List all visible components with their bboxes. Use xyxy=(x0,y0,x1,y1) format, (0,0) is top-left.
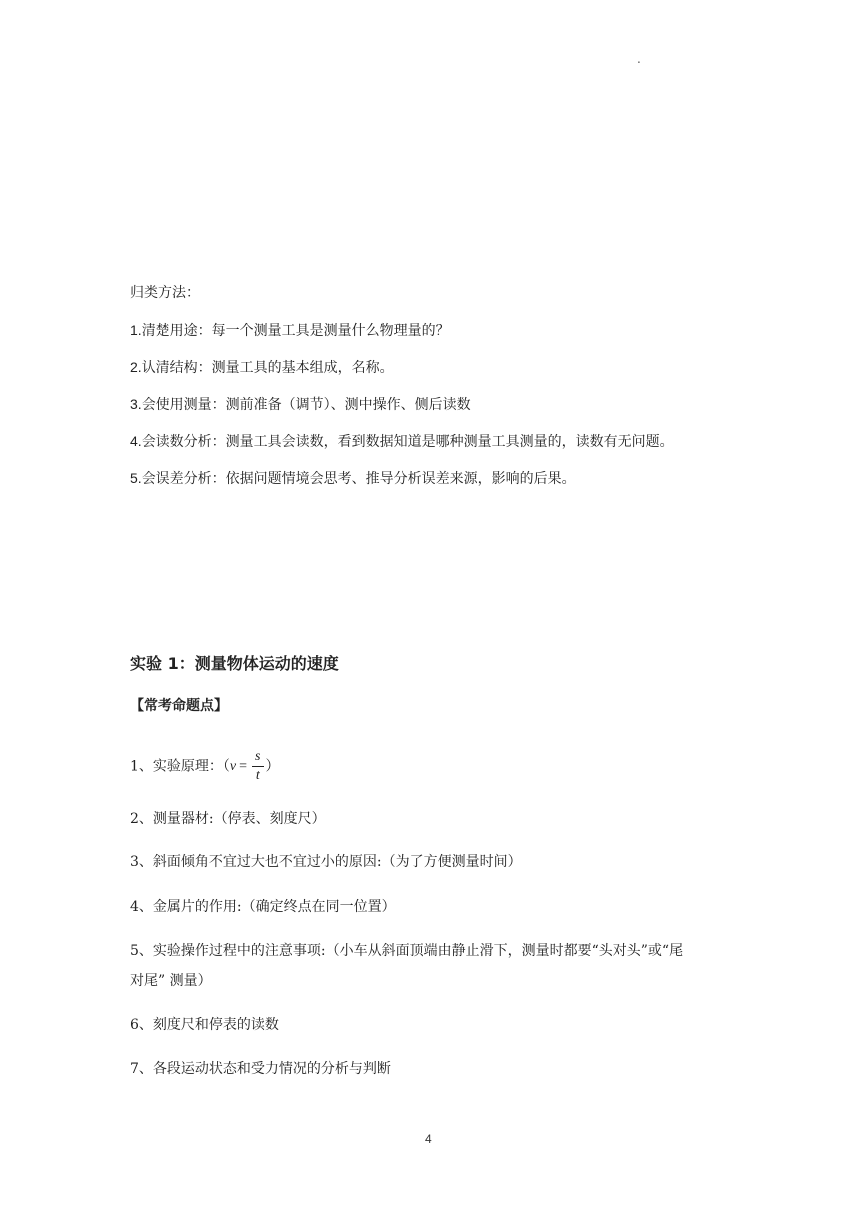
exp-item-5-line-2: 对尾” 测量） xyxy=(130,973,212,989)
page-number: 4 xyxy=(425,1132,432,1146)
velocity-formula xyxy=(230,748,266,785)
method-item-text: 会使用测量：测前准备（调节）、测中操作、侧后读数 xyxy=(141,397,471,413)
method-item-number: 4. xyxy=(130,433,142,449)
header-mark: . xyxy=(637,52,641,66)
formula-numerator: s xyxy=(252,748,263,767)
method-item-2 xyxy=(130,357,394,378)
exp-item-1 xyxy=(130,748,280,785)
formula-fraction xyxy=(252,748,263,785)
method-item-5 xyxy=(130,468,576,489)
principle-label: 1、实验原理：（ xyxy=(130,758,230,775)
method-item-number: 1. xyxy=(130,322,142,338)
method-item-text: 认清结构：测量工具的基本组成，名称。 xyxy=(141,360,394,376)
method-item-4 xyxy=(130,431,674,452)
experiment-title: 实验 1：测量物体运动的速度 xyxy=(130,654,339,673)
method-item-text: 会读数分析：测量工具会读数，看到数据知道是哪种测量工具测量的，读数有无问题。 xyxy=(141,434,674,450)
formula-equals: = xyxy=(239,758,248,774)
exp-item-3: 3、斜面倾角不宜过大也不宜过小的原因:（为了方便测量时间） xyxy=(130,854,522,870)
exp-item-7: 7、各段运动状态和受力情况的分析与判断 xyxy=(130,1061,391,1077)
principle-close: ） xyxy=(265,758,280,775)
exp-item-2: 2、测量器材:（停表、刻度尺） xyxy=(130,811,326,827)
method-item-1 xyxy=(130,320,450,341)
formula-denominator: t xyxy=(255,768,260,783)
exp-item-4: 4、金属片的作用:（确定终点在同一位置） xyxy=(130,899,396,915)
exp-item-5-line-1: 5、实验操作过程中的注意事项:（小车从斜面顶端由静止滑下，测量时都要“头对头”或“尾 xyxy=(130,943,684,959)
methods-title: 归类方法： xyxy=(130,285,200,301)
exam-points-heading: 【常考命题点】 xyxy=(130,698,228,714)
method-item-text: 清楚用途：每一个测量工具是测量什么物理量的？ xyxy=(141,323,450,339)
method-item-number: 5. xyxy=(130,470,142,486)
method-item-number: 3. xyxy=(130,396,142,412)
method-item-number: 2. xyxy=(130,359,142,375)
exp-item-6: 6、刻度尺和停表的读数 xyxy=(130,1017,279,1033)
method-item-3 xyxy=(130,394,471,415)
formula-lhs: v xyxy=(229,758,237,774)
method-item-text: 会误差分析：依据问题情境会思考、推导分析误差来源，影响的后果。 xyxy=(141,471,576,487)
